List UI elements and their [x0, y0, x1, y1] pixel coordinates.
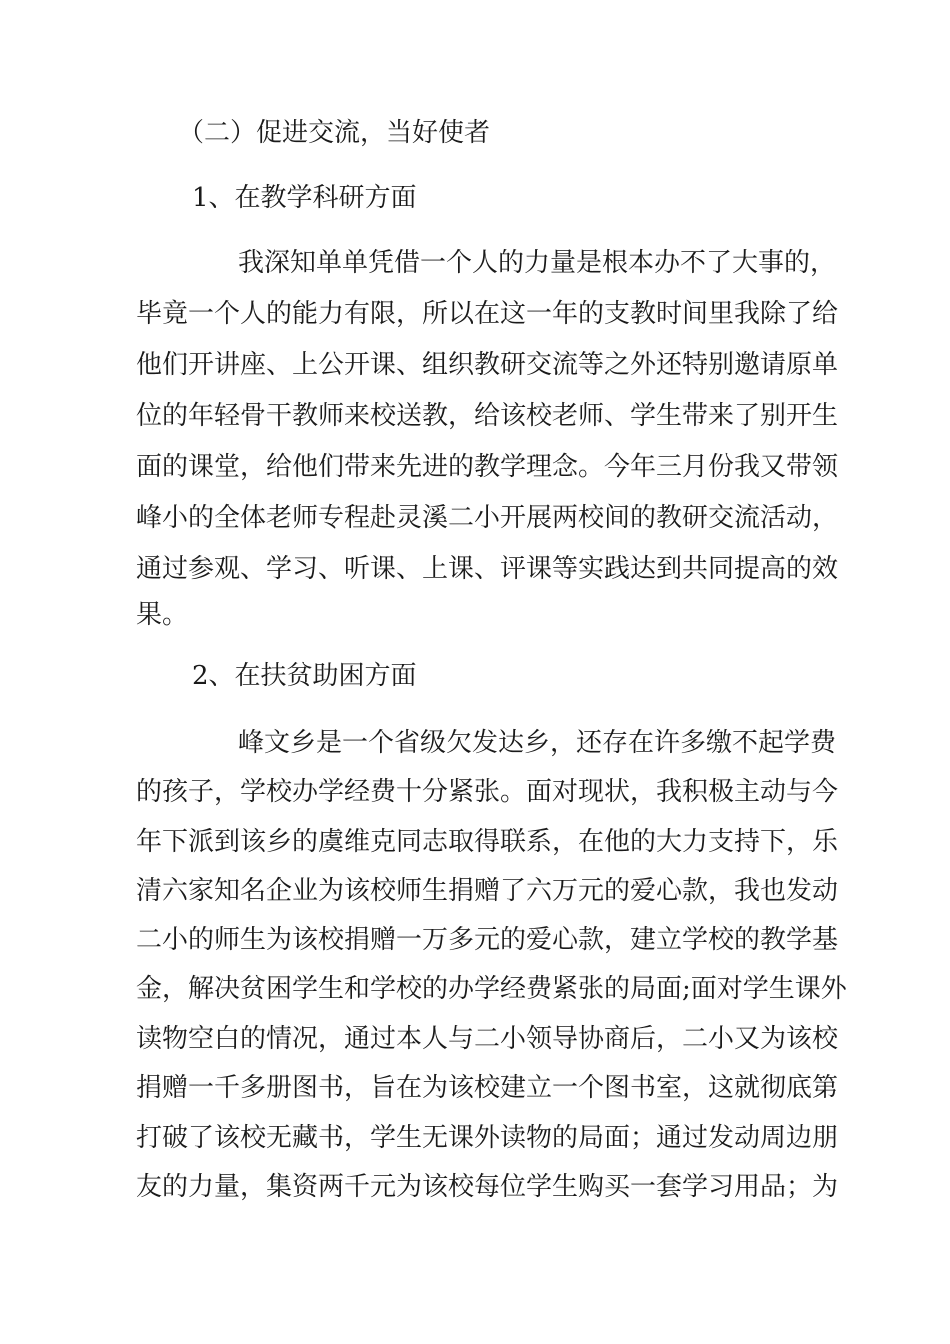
item1-line-5: 面的课堂，给他们带来先进的教学理念。今年三月份我又带领: [136, 452, 839, 482]
item1-line-2: 毕竟一个人的能力有限，所以在这一年的支教时间里我除了给: [136, 299, 839, 329]
item2-line-8: 捐赠一千多册图书，旨在为该校建立一个图书室，这就彻底第: [136, 1073, 839, 1103]
item2-line-10: 友的力量，集资两千元为该校每位学生购买一套学习用品；为: [136, 1172, 839, 1202]
item1-line-7: 通过参观、学习、听课、上课、评课等实践达到共同提高的效: [136, 554, 839, 584]
item1-line-4: 位的年轻骨干教师来校送教，给该校老师、学生带来了别开生: [136, 401, 839, 431]
item2-line-7: 读物空白的情况，通过本人与二小领导协商后，二小又为该校: [136, 1024, 839, 1054]
section-heading: （二）促进交流，当好使者: [178, 118, 491, 148]
item2-line-1: 峰文乡是一个省级欠发达乡，还存在许多缴不起学费: [238, 728, 837, 758]
item1-heading: 1、在教学科研方面: [192, 183, 417, 213]
item2-line-5: 二小的师生为该校捐赠一万多元的爱心款，建立学校的教学基: [136, 925, 839, 955]
item2-line-3: 年下派到该乡的虞维克同志取得联系，在他的大力支持下，乐: [136, 827, 839, 857]
item2-line-9: 打破了该校无藏书，学生无课外读物的局面；通过发动周边朋: [136, 1123, 839, 1153]
item2-line-2: 的孩子，学校办学经费十分紧张。面对现状，我积极主动与今: [136, 777, 839, 807]
item2-line-6: 金，解决贫困学生和学校的办学经费紧张的局面;面对学生课外: [136, 974, 847, 1004]
item1-line-3: 他们开讲座、上公开课、组织教研交流等之外还特别邀请原单: [136, 350, 839, 380]
item1-line-8: 果。: [136, 600, 189, 630]
item2-heading: 2、在扶贫助困方面: [192, 661, 417, 691]
item1-line-1: 我深知单单凭借一个人的力量是根本办不了大事的，: [238, 248, 837, 278]
item2-line-4: 清六家知名企业为该校师生捐赠了六万元的爱心款，我也发动: [136, 876, 839, 906]
item1-line-6: 峰小的全体老师专程赴灵溪二小开展两校间的教研交流活动，: [136, 503, 839, 533]
